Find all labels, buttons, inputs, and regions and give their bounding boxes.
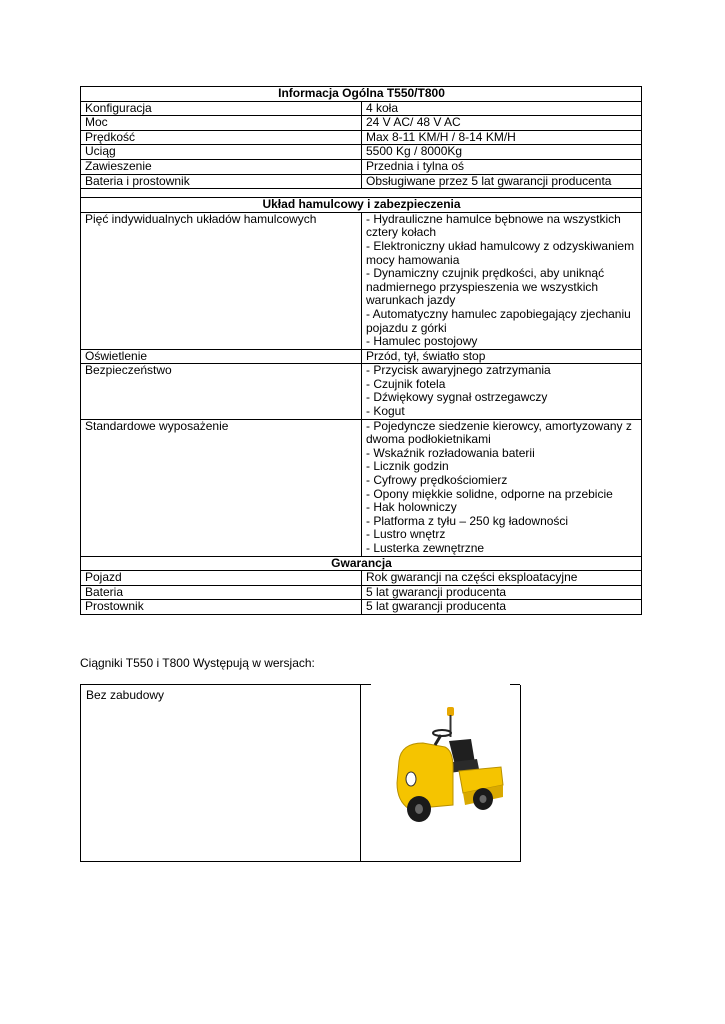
table-row (81, 145, 642, 160)
table-row (81, 130, 642, 145)
row-label: Prostownik (81, 600, 362, 615)
row-label: Uciąg (81, 145, 362, 160)
row-label: Prędkość (81, 130, 362, 145)
row-label: Bateria (81, 585, 362, 600)
variant-row (81, 685, 521, 862)
row-value: Obsługiwane przez 5 lat gwarancji producenta (362, 174, 642, 189)
row-value: 4 koła (362, 101, 642, 116)
headlight (406, 772, 416, 786)
row-label: Oświetlenie (81, 349, 362, 364)
row-value: Max 8-11 KM/H / 8-14 KM/H (362, 130, 642, 145)
border-tick (510, 684, 520, 685)
table-row (81, 571, 642, 586)
row-value: Przednia i tylna oś (362, 159, 642, 174)
variant-label: Bez zabudowy (81, 685, 361, 862)
warranty-title: Gwarancja (81, 556, 642, 571)
beacon-light (447, 707, 454, 716)
row-value: Przód, tył, światło stop (362, 349, 642, 364)
row-label: Moc (81, 116, 362, 131)
table-row (81, 364, 642, 419)
row-label: Zawieszenie (81, 159, 362, 174)
table-row (81, 101, 642, 116)
brakes-title: Układ hamulcowy i zabezpieczenia (81, 198, 642, 213)
table-row (81, 585, 642, 600)
row-value: - Przycisk awaryjnego zatrzymania - Czujnik fotela - Dźwiękowy sygnał ostrzegawczy - Kogut (362, 364, 642, 419)
section-header-general (81, 87, 642, 102)
tow-tractor-image (379, 701, 509, 831)
row-value: 5 lat gwarancji producenta (362, 600, 642, 615)
table-row (81, 212, 642, 349)
table-row (81, 349, 642, 364)
border-tick (361, 684, 371, 685)
spec-table (80, 86, 642, 615)
row-value: Rok gwarancji na części eksploatacyjne (362, 571, 642, 586)
table-row (81, 419, 642, 556)
row-label: Konfiguracja (81, 101, 362, 116)
rear-hub (480, 795, 487, 803)
row-label: Bezpieczeństwo (81, 364, 362, 419)
table-row (81, 600, 642, 615)
section-header-brakes (81, 198, 642, 213)
versions-intro: Ciągniki T550 i T800 Występują w wersjach: (80, 656, 315, 670)
general-title: Informacja Ogólna T550/T800 (81, 87, 642, 102)
table-row (81, 159, 642, 174)
table-row (81, 116, 642, 131)
variant-image-cell (361, 685, 521, 862)
front-hub (415, 804, 423, 814)
row-value: - Pojedyncze siedzenie kierowcy, amortyzowany z dwoma podłokietnikami - Wskaźnik rozładowania baterii - Licznik godzin - Cyfrowy prędkościomierz - Opony miękkie solidne, odporne na przebicie - Hak holowniczy - Platforma z tyłu – 250 kg ładowności - Lustro wnętrz - Lusterka zewnętrzne (362, 419, 642, 556)
row-value: 5500 Kg / 8000Kg (362, 145, 642, 160)
row-value: 5 lat gwarancji producenta (362, 585, 642, 600)
row-label: Pojazd (81, 571, 362, 586)
row-value: 24 V AC/ 48 V AC (362, 116, 642, 131)
row-label: Standardowe wyposażenie (81, 419, 362, 556)
steering-wheel (433, 730, 451, 736)
row-label: Pięć indywidualnych układów hamulcowych (81, 212, 362, 349)
section-header-warranty (81, 556, 642, 571)
variants-table (80, 684, 521, 862)
row-label: Bateria i prostownik (81, 174, 362, 189)
row-value: - Hydrauliczne hamulce bębnowe na wszystkich cztery kołach - Elektroniczny układ hamulcowy z odzyskiwaniem mocy hamowania - Dynamiczny czujnik prędkości, aby uniknąć nadmiernego przyspieszenia we wszystkich warunkach jazdy - Automatyczny hamulec zapobiegający zjechaniu pojazdu z górki - Hamulec postojowy (362, 212, 642, 349)
table-row (81, 174, 642, 189)
